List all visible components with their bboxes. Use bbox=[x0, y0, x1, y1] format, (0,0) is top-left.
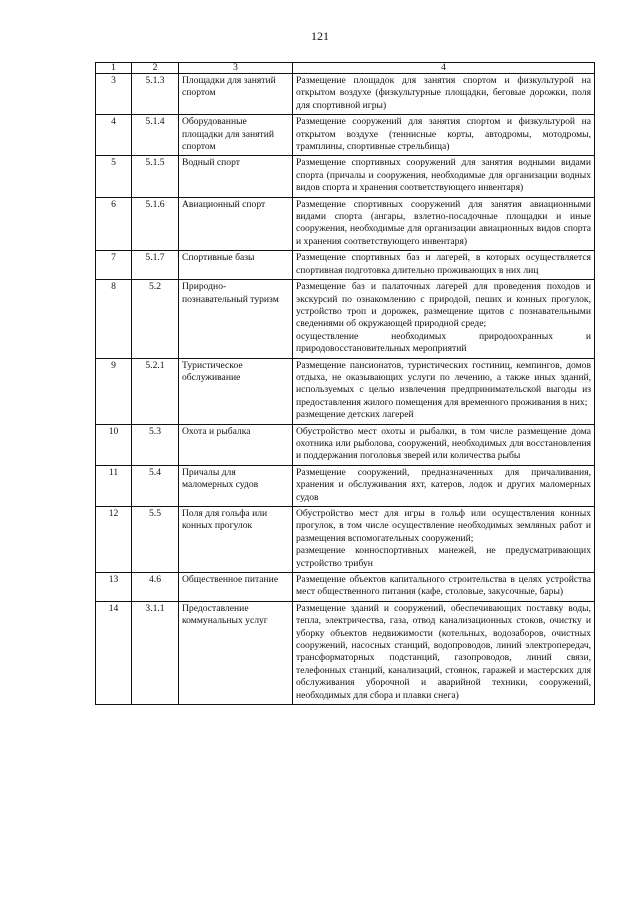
description-paragraph: размещение конноспортивных манежей, не предусматривающих устройство трибун bbox=[296, 545, 591, 569]
table-row bbox=[96, 115, 595, 156]
description-paragraph: Размещение спортивных баз и лагерей, в которых осуществляется спортивная подготовка длительно проживающих в них лиц bbox=[296, 252, 591, 276]
description-cell bbox=[293, 251, 595, 280]
table-row bbox=[96, 424, 595, 465]
description-cell bbox=[293, 465, 595, 506]
description-paragraph: Размещение площадок для занятия спортом и физкультурой на открытом воздухе (физкультурные площадки, беговые дорожки, поля для спортивной игры) bbox=[296, 75, 591, 111]
description-paragraph: Обустройство мест для игры в гольф или осуществления конных прогулок, в том числе осуществление необходимых земляных работ и размещения вспомогательных сооружений; bbox=[296, 508, 591, 544]
description-cell bbox=[293, 280, 595, 358]
code-cell: 5.1.7 bbox=[132, 251, 179, 280]
code-cell: 5.2 bbox=[132, 280, 179, 358]
description-cell bbox=[293, 573, 595, 602]
table-header-row bbox=[96, 63, 595, 74]
table-row bbox=[96, 251, 595, 280]
name-cell: Поля для гольфа или конных прогулок bbox=[179, 507, 293, 573]
description-paragraph: Размещение сооружений, предназначенных для причаливания, хранения и обслуживания яхт, катеров, лодок и других маломерных судов bbox=[296, 466, 591, 503]
table-row bbox=[96, 74, 595, 115]
table-body bbox=[96, 74, 595, 705]
code-cell: 3.1.1 bbox=[132, 601, 179, 704]
row-number-cell: 5 bbox=[96, 156, 132, 197]
code-cell: 5.1.4 bbox=[132, 115, 179, 156]
row-number-cell: 4 bbox=[96, 115, 132, 156]
description-cell bbox=[293, 156, 595, 197]
description-cell bbox=[293, 507, 595, 573]
name-cell: Охота и рыбалка bbox=[179, 424, 293, 465]
description-cell bbox=[293, 115, 595, 156]
description-paragraph: Размещение пансионатов, туристических гостиниц, кемпингов, домов отдыха, не оказывающих услуги по лечению, а также иных зданий, используемых с целью извлечения предпринимательской выгоды из предоставления жилого помещения для временного проживания в них; bbox=[296, 359, 591, 408]
page-number: 121 bbox=[311, 29, 329, 43]
code-cell: 5.4 bbox=[132, 465, 179, 506]
table-row bbox=[96, 280, 595, 358]
name-cell: Туристическое обслуживание bbox=[179, 358, 293, 424]
name-cell: Авиационный спорт bbox=[179, 197, 293, 251]
description-cell bbox=[293, 601, 595, 704]
name-cell: Причалы для маломерных судов bbox=[179, 465, 293, 506]
name-cell: Оборудованные площадки для занятий спортом bbox=[179, 115, 293, 156]
description-paragraph: Размещение баз и палаточных лагерей для проведения походов и экскурсий по ознакомлению с природой, пеших и конных прогулок, устройство троп и дорожек, размещение щитов с познавательными сведениями об окружающей природной среде; bbox=[296, 281, 591, 330]
table-row bbox=[96, 507, 595, 573]
description-cell bbox=[293, 424, 595, 465]
column-header: 2 bbox=[132, 63, 179, 74]
row-number-cell: 10 bbox=[96, 424, 132, 465]
table-row bbox=[96, 465, 595, 506]
name-cell: Предоставление коммунальных услуг bbox=[179, 601, 293, 704]
description-paragraph: Размещение сооружений для занятия спортом и физкультурой на открытом воздухе (теннисные корты, автодромы, мотодромы, трамплины, спортивные стрельбища) bbox=[296, 116, 591, 153]
code-cell: 5.1.5 bbox=[132, 156, 179, 197]
row-number-cell: 9 bbox=[96, 358, 132, 424]
code-cell: 5.2.1 bbox=[132, 358, 179, 424]
row-number-cell: 12 bbox=[96, 507, 132, 573]
table-row bbox=[96, 156, 595, 197]
land-use-table bbox=[95, 62, 595, 705]
description-paragraph: Размещение объектов капитального строительства в целях устройства мест общественного питания (кафе, столовые, закусочные, бары) bbox=[296, 574, 591, 598]
code-cell: 5.5 bbox=[132, 507, 179, 573]
table-row bbox=[96, 358, 595, 424]
description-cell bbox=[293, 358, 595, 424]
description-paragraph: Размещение спортивных сооружений для занятия водными видами спорта (причалы и сооружения, необходимые для организации водных видов спорта и хранения соответствующего инвентаря) bbox=[296, 157, 591, 194]
row-number-cell: 7 bbox=[96, 251, 132, 280]
row-number-cell: 8 bbox=[96, 280, 132, 358]
table-row bbox=[96, 601, 595, 704]
column-header: 3 bbox=[179, 63, 293, 74]
code-cell: 5.1.3 bbox=[132, 74, 179, 115]
name-cell: Общественное питание bbox=[179, 573, 293, 602]
table-row bbox=[96, 197, 595, 251]
column-header: 4 bbox=[293, 63, 595, 74]
name-cell: Площадки для занятий спортом bbox=[179, 74, 293, 115]
description-paragraph: осуществление необходимых природоохранных и природовосстановительных мероприятий bbox=[296, 330, 591, 355]
name-cell: Водный спорт bbox=[179, 156, 293, 197]
row-number-cell: 13 bbox=[96, 573, 132, 602]
name-cell: Спортивные базы bbox=[179, 251, 293, 280]
name-cell: Природно-познавательный туризм bbox=[179, 280, 293, 358]
description-paragraph: Размещение зданий и сооружений, обеспечивающих поставку воды, тепла, электричества, газа, отвод канализационных стоков, очистку и уборку объектов недвижимости (котельных, водозаборов, очистных сооружений, насосных станций, водопроводов, линий электропередач, трансформаторных подстанций, газопроводов, линий связи, телефонных станций, канализаций, стоянок, гаражей и мастерских для обслуживания уборочной и аварийной техники, сооружений, необходимых для сбора и плавки снега) bbox=[296, 602, 591, 701]
code-cell: 4.6 bbox=[132, 573, 179, 602]
row-number-cell: 14 bbox=[96, 601, 132, 704]
code-cell: 5.3 bbox=[132, 424, 179, 465]
description-paragraph: Обустройство мест охоты и рыбалки, в том числе размещение дома охотника или рыболова, сооружений, необходимых для восстановления и поддержания поголовья зверей или количества рыбы bbox=[296, 425, 591, 462]
row-number-cell: 6 bbox=[96, 197, 132, 251]
column-header: 1 bbox=[96, 63, 132, 74]
description-cell bbox=[293, 74, 595, 115]
description-cell bbox=[293, 197, 595, 251]
row-number-cell: 3 bbox=[96, 74, 132, 115]
code-cell: 5.1.6 bbox=[132, 197, 179, 251]
row-number-cell: 11 bbox=[96, 465, 132, 506]
table-row bbox=[96, 573, 595, 602]
description-paragraph: Размещение спортивных сооружений для занятия авиационными видами спорта (ангары, взлетно-посадочные площадки и иные сооружения, необходимые для организации авиационных видов спорта и хранения соответствующего инвентаря) bbox=[296, 198, 591, 247]
description-paragraph: размещение детских лагерей bbox=[296, 409, 414, 421]
